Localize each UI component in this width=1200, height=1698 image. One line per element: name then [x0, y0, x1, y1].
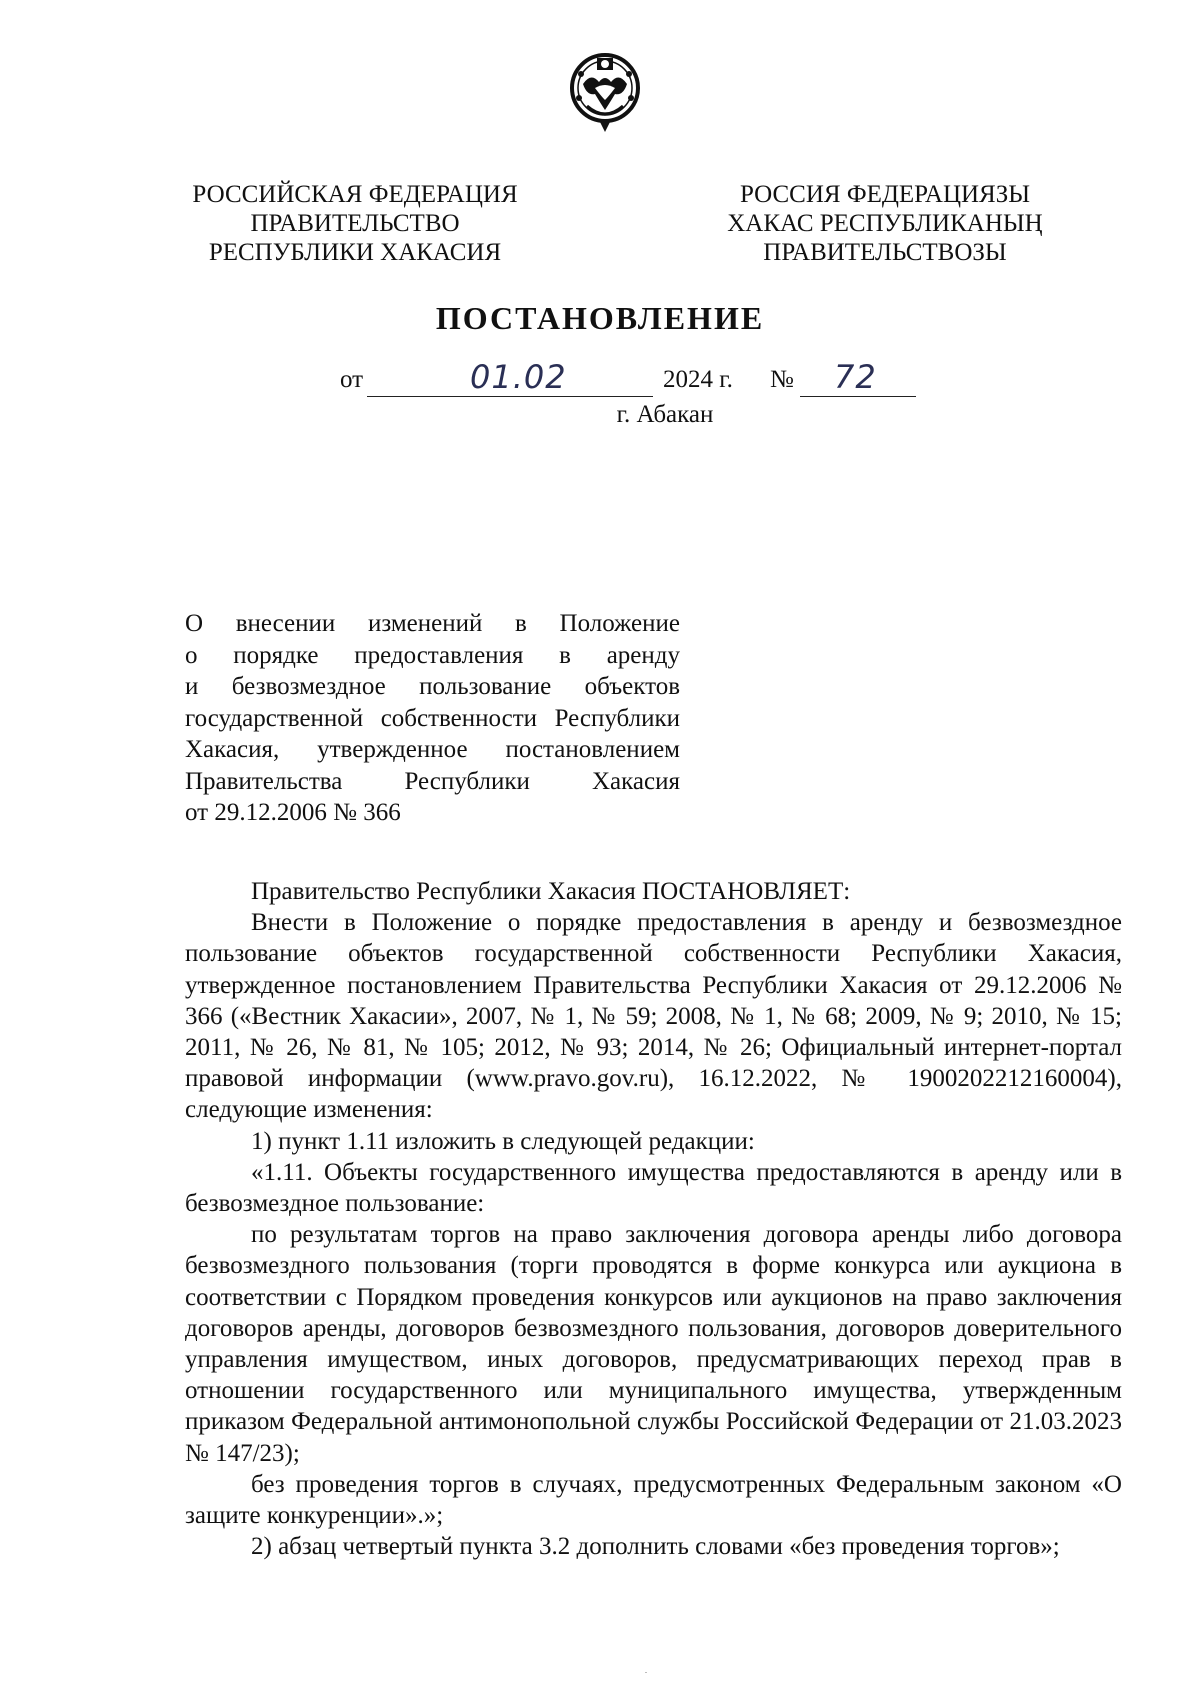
date-number-line	[0, 358, 1200, 406]
subject-line: Хакасия, утвержденное постановлением	[185, 736, 680, 763]
subject-line: О внесении изменений в Положение	[185, 610, 680, 637]
subject-line: Правительства Республики Хакасия	[185, 767, 680, 795]
document-type-title: ПОСТАНОВЛЕНИЕ	[435, 300, 765, 336]
header-left-line: РОССИЙСКАЯ ФЕДЕРАЦИЯ	[192, 181, 518, 208]
header-right-line: РОССИЯ ФЕДЕРАЦИЯЗЫ	[739, 181, 1031, 208]
date-underline	[367, 396, 653, 397]
header-right-line: ХАКАС РЕСПУБЛИКАНЫҢ	[727, 210, 1043, 237]
subject-line: государственной собственности Республики	[185, 704, 680, 732]
city-label: г. Абакан	[616, 401, 714, 428]
number-label: №	[770, 366, 794, 393]
scan-artifact-dot	[645, 1672, 647, 1673]
body-paragraph: Правительство Республики Хакасия ПОСТАНОВЛЯЕТ:	[251, 878, 851, 905]
subject-line: о порядке предоставления в аренду	[185, 641, 680, 669]
header-right-block	[705, 180, 1065, 267]
subject-line: от 29.12.2006 № 366	[185, 799, 401, 826]
subject-block	[185, 608, 680, 829]
body-paragraph: без проведения торгов в случаях, предусмотренных Федеральным законом «О защите конкуренции».»;	[185, 1470, 1122, 1530]
body-paragraph: 2) абзац четвертый пункта 3.2 дополнить словами «без проведения торгов»;	[251, 1533, 1060, 1561]
body-paragraph: «1.11. Объекты государственного имущества предоставляются в аренду или в безвозмездное пользование:	[185, 1158, 1122, 1218]
subject-line: и безвозмездное пользование объектов	[185, 673, 680, 700]
body-paragraph: по результатам торгов на право заключения договора аренды либо договора безвозмездного пользования (торги проводятся в форме конкурса или аукциона в соответствии с Порядком проведения конкурсов или аукционов на право заключения договоров аренды, договоров безвозмездного пользования, договоров доверительного управления имуществом, иных договоров, предусматривающих переход прав в отношении государственного или муниципального имущества, утвержденным приказом Федеральной антимонопольной службы Российской Федерации от 21.03.2023 № 147/23);	[185, 1221, 1122, 1467]
header-left-line: РЕСПУБЛИКИ ХАКАСИЯ	[208, 239, 502, 266]
handwritten-number: 72	[834, 358, 877, 396]
number-underline	[800, 396, 916, 397]
body-paragraph: 1) пункт 1.11 изложить в следующей редакции:	[251, 1127, 755, 1155]
year-label: 2024 г.	[663, 366, 733, 393]
header-right-line: ПРАВИТЕЛЬСТВОЗЫ	[763, 239, 1007, 266]
coat-of-arms-emblem	[569, 44, 641, 136]
header-left-block	[190, 180, 520, 267]
header-left-line: ПРАВИТЕЛЬСТВО	[250, 210, 460, 237]
handwritten-date: 01.02	[470, 358, 567, 396]
body-paragraph: Внести в Положение о порядке предоставления в аренду и безвозмездное пользование объектов государственной собственности Республики Хакасия, утвержденное постановлением Правительства Республики Хакасия от 29.12.2006 № 366 («Вестник Хакасии», 2007, № 1, № 59; 2008, № 1, № 68; 2009, № 9; 2010, № 15; 2011, № 26, № 81, № 105; 2012, № 93; 2014, № 26; Официальный интернет-портал правовой информации (www.pravo.gov.ru), 16.12.2022, № 1900202212160004), следующие изменения:	[185, 909, 1122, 1124]
document-body	[185, 876, 1122, 1562]
from-label: от	[340, 366, 364, 393]
